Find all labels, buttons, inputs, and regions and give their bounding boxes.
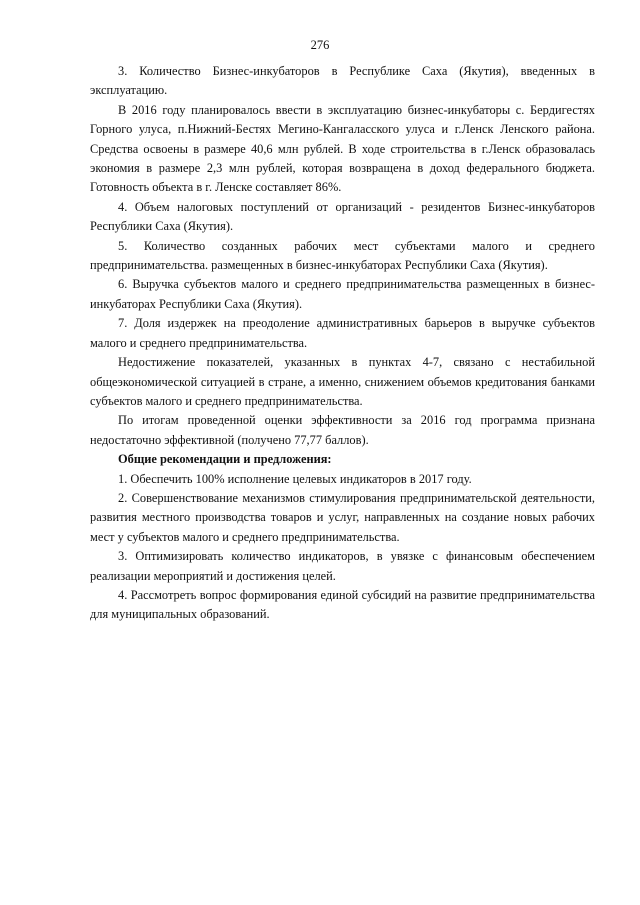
paragraph-indicator-6: 6. Выручка субъектов малого и среднего предпринимательства размещенных в бизнес-инкубаторах Республики Саха (Якутия). (90, 277, 595, 311)
paragraph-evaluation-result: По итогам проведенной оценки эффективности за 2016 год программа признана недостаточно эффективной (получено 77,77 баллов). (90, 413, 595, 447)
paragraph-2016-plan: В 2016 году планировалось ввести в эксплуатацию бизнес-инкубаторы с. Бердигестях Горного улуса, п.Нижний-Бестях Мегино-Кангаласского улуса и г.Ленск Ленского района. Средства освоены в размере 40,6 млн рублей. В ходе строительства в г.Ленск образовалась экономия в размере 2,3 млн рублей, которая возвращена в доход федерального бюджета. Готовность объекта в г. Ленске составляет 86%. (90, 102, 595, 195)
page-number: 276 (310, 38, 330, 52)
recommendation-item: 3. Оптимизировать количество индикаторов, в увязке с финансовым обеспечением реализации мероприятий и достижения целей. (90, 549, 595, 583)
paragraph-indicator-5: 5. Количество созданных рабочих мест субъектами малого и среднего предпринимательства. размещенных в бизнес-инкубаторах Республики Саха (Якутия). (90, 238, 595, 273)
recommendations-heading: Общие рекомендации и предложения: (118, 452, 332, 467)
paragraph-indicator-4: 4. Объем налоговых поступлений от организаций - резидентов Бизнес-инкубаторов Республики Саха (Якутия). (90, 199, 595, 234)
document-body (90, 62, 595, 625)
paragraph-indicator-7: 7. Доля издержек на преодоление административных барьеров в выручке субъектов малого и среднего предпринимательства. (90, 316, 595, 350)
paragraph-underachievement: Недостижение показателей, указанных в пунктах 4-7, связано с нестабильной общеэкономической ситуацией в стране, а именно, снижением объемов кредитования банками субъектов малого и среднего предпринимательства. (90, 355, 595, 408)
paragraph-indicator-3: 3. Количество Бизнес-инкубаторов в Республике Саха (Якутия), введенных в эксплуатацию. (90, 64, 595, 98)
recommendation-item: 4. Рассмотреть вопрос формирования единой субсидий на развитие предпринимательства для муниципальных образований. (90, 587, 595, 622)
recommendation-item: 2. Совершенствование механизмов стимулирования предпринимательской деятельности, развития местного производства товаров и услуг, направленных на создание новых рабочих мест у субъектов малого и среднего предпринимательства. (90, 490, 595, 544)
recommendation-item: 1. Обеспечить 100% исполнение целевых индикаторов в 2017 году. (118, 471, 472, 486)
